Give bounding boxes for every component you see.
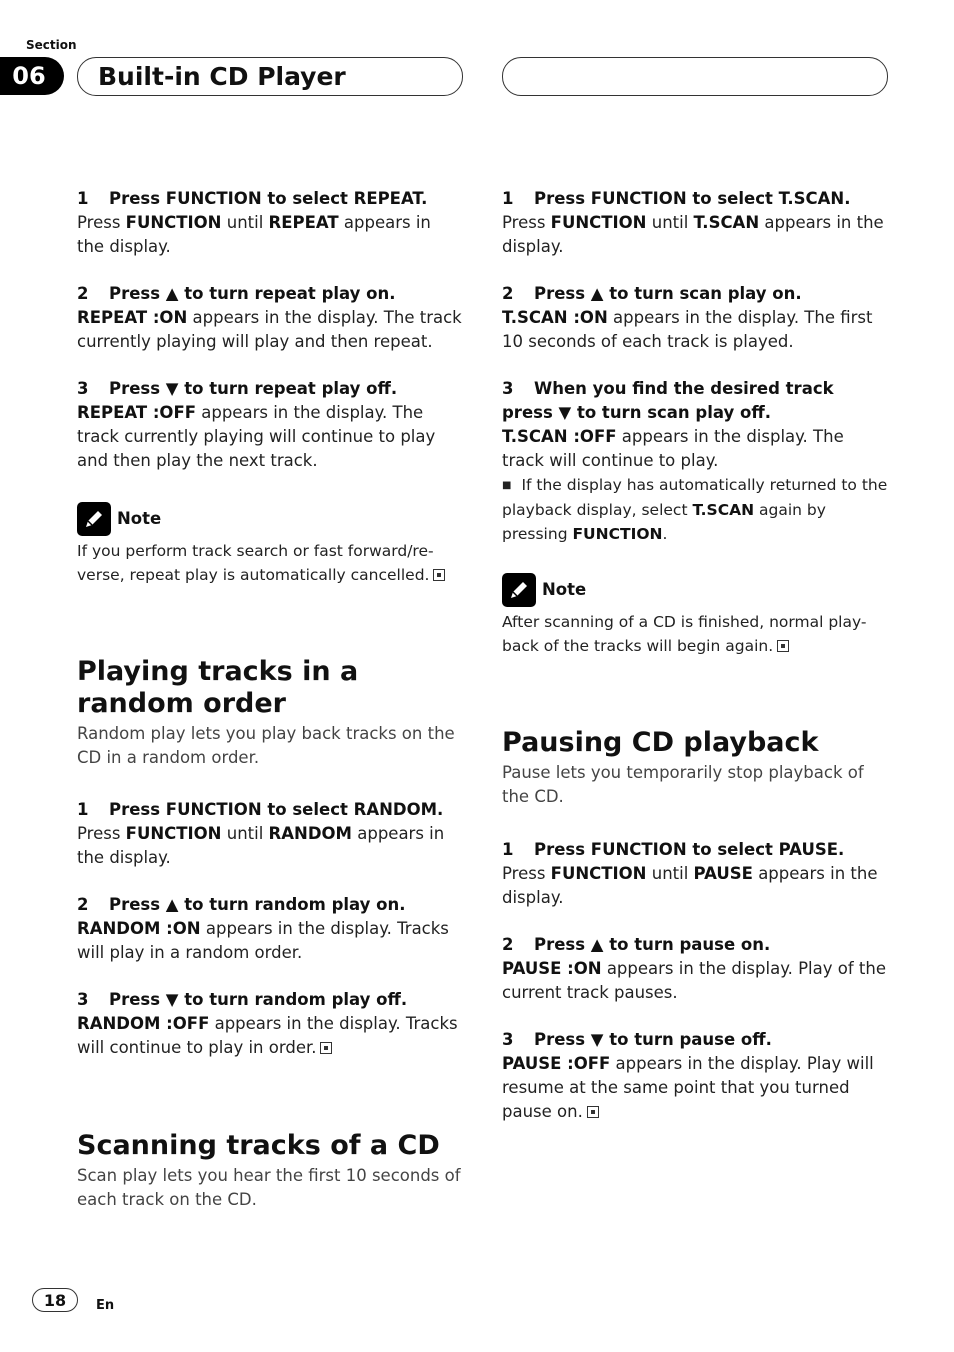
step-heading: 3 When you find the desired track press ▼ to turn scan play off. — [502, 379, 834, 422]
section-label: Section — [26, 38, 77, 52]
end-mark-icon — [433, 569, 445, 581]
random-step-1 — [77, 798, 463, 870]
step-heading: 3 Press ▼ to turn repeat play off. — [77, 379, 398, 398]
end-mark-icon — [587, 1106, 599, 1118]
step-body: Press FUNCTION until REPEAT appears in the display. — [77, 213, 431, 256]
note-text: If you perform track search or fast forward/re-verse, repeat play is automatically cancelled. — [77, 539, 463, 587]
page-number: 18 — [32, 1288, 78, 1312]
step-body: RANDOM :OFF appears in the display. Tracks will continue to play in order. — [77, 1014, 458, 1057]
step-body: Press FUNCTION until T.SCAN appears in the display. — [502, 213, 884, 256]
pause-heading: Pausing CD playback — [502, 727, 819, 758]
random-step-2 — [77, 893, 463, 965]
repeat-step-2 — [77, 282, 463, 354]
pause-step-1 — [502, 838, 888, 910]
step-body: PAUSE :ON appears in the display. Play of the current track pauses. — [502, 959, 886, 1002]
pause-section — [502, 727, 888, 809]
note-header — [502, 572, 888, 608]
step-heading: 3 Press ▼ to turn random play off. — [77, 990, 408, 1009]
scan-section — [77, 1130, 463, 1212]
random-intro: Random play lets you play back tracks on the CD in a random order. — [77, 724, 455, 767]
pause-step-2 — [502, 933, 888, 1005]
chapter-title: Built-in CD Player — [77, 57, 463, 96]
section-number-badge: 06 — [0, 57, 64, 95]
step-heading: 2 Press ▲ to turn scan play on. — [502, 284, 802, 303]
random-step-3 — [77, 988, 463, 1060]
step-heading: 1 Press FUNCTION to select RANDOM. — [77, 800, 444, 819]
step-heading: 2 Press ▲ to turn repeat play on. — [77, 284, 396, 303]
scan-intro: Scan play lets you hear the first 10 seconds of each track on the CD. — [77, 1166, 461, 1209]
pause-intro: Pause lets you temporarily stop playback of the CD. — [502, 763, 864, 806]
end-mark-icon — [320, 1042, 332, 1054]
step-body: RANDOM :ON appears in the display. Tracks will play in a random order. — [77, 919, 449, 962]
step-heading: 2 Press ▲ to turn pause on. — [502, 935, 771, 954]
step-heading: 1 Press FUNCTION to select T.SCAN. — [502, 189, 851, 208]
step-heading: 2 Press ▲ to turn random play on. — [77, 895, 406, 914]
scan-step-3 — [502, 377, 888, 546]
note-text: After scanning of a CD is finished, normal play-back of the tracks will begin again. — [502, 613, 867, 655]
repeat-steps — [77, 187, 463, 259]
step-heading: 1 Press FUNCTION to select PAUSE. — [502, 840, 845, 859]
random-heading: Playing tracks in a random order — [77, 656, 359, 719]
note-label: Note — [117, 509, 162, 528]
pencil-icon — [77, 502, 111, 536]
end-mark-icon — [777, 640, 789, 652]
header-blank-pill — [502, 57, 888, 96]
repeat-note — [77, 501, 463, 587]
step-heading: 3 Press ▼ to turn pause off. — [502, 1030, 772, 1049]
step-body: REPEAT :OFF appears in the display. The track currently playing will continue to play and then play the next track. — [77, 403, 436, 470]
step-body: PAUSE :OFF appears in the display. Play will resume at the same point that you turned pause on. — [502, 1054, 874, 1121]
step-body: T.SCAN :OFF appears in the display. The track will continue to play. — [502, 427, 844, 470]
pause-step-3 — [502, 1028, 888, 1124]
step-body: REPEAT :ON appears in the display. The track currently playing will play and then repeat. — [77, 308, 462, 351]
pencil-icon — [502, 573, 536, 607]
scan-step-1 — [502, 187, 888, 259]
scan-note — [502, 572, 888, 658]
scan-step-2 — [502, 282, 888, 354]
step-body: Press FUNCTION until PAUSE appears in the display. — [502, 864, 878, 907]
step-body: T.SCAN :ON appears in the display. The first 10 seconds of each track is played. — [502, 308, 873, 351]
scan-heading: Scanning tracks of a CD — [77, 1130, 440, 1161]
step-heading: 1 Press FUNCTION to select REPEAT. — [77, 189, 428, 208]
note-label: Note — [542, 580, 587, 599]
language-code: En — [96, 1298, 115, 1313]
random-section — [77, 656, 463, 770]
repeat-step-3 — [77, 377, 463, 473]
step-body: Press FUNCTION until RANDOM appears in the display. — [77, 824, 445, 867]
note-header — [77, 501, 463, 537]
bullet-square-icon: ■ — [502, 480, 512, 491]
scan-bullet: ■ If the display has automatically returned to the playback display, select T.SCAN again by pressing FUNCTION. — [502, 476, 888, 543]
